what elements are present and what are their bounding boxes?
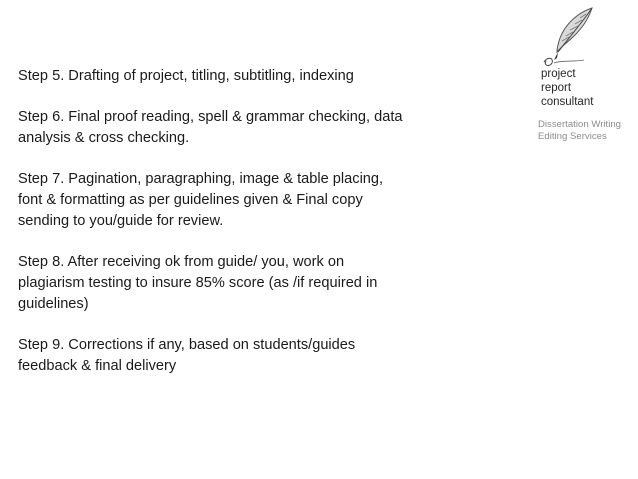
logo-text-consultant: consultant (541, 96, 594, 108)
step-8: Step 8. After receiving ok from guide/ you, work on plagiarism testing to insure 85% score (as /if required in guidelines) (18, 254, 378, 312)
step-5: Step 5. Drafting of project, titling, subtitling, indexing (18, 68, 354, 84)
company-logo (530, 6, 630, 146)
step-9: Step 9. Corrections if any, based on students/guides feedback & final delivery (18, 337, 356, 374)
step-6: Step 6. Final proof reading, spell & grammar checking, data analysis & cross checking. (18, 109, 403, 146)
step-7: Step 7. Pagination, paragraphing, image & table placing, font & formatting as per guidelines given & Final copy sending to you/guide for review. (18, 171, 384, 229)
logo-tagline-1: Dissertation Writing (538, 119, 621, 130)
steps-list (18, 66, 408, 397)
logo-text-report: report (541, 82, 572, 94)
logo-tagline-2: Editing Services (538, 131, 607, 142)
quill-pen-icon (540, 6, 600, 68)
logo-text-project: project (541, 68, 576, 80)
